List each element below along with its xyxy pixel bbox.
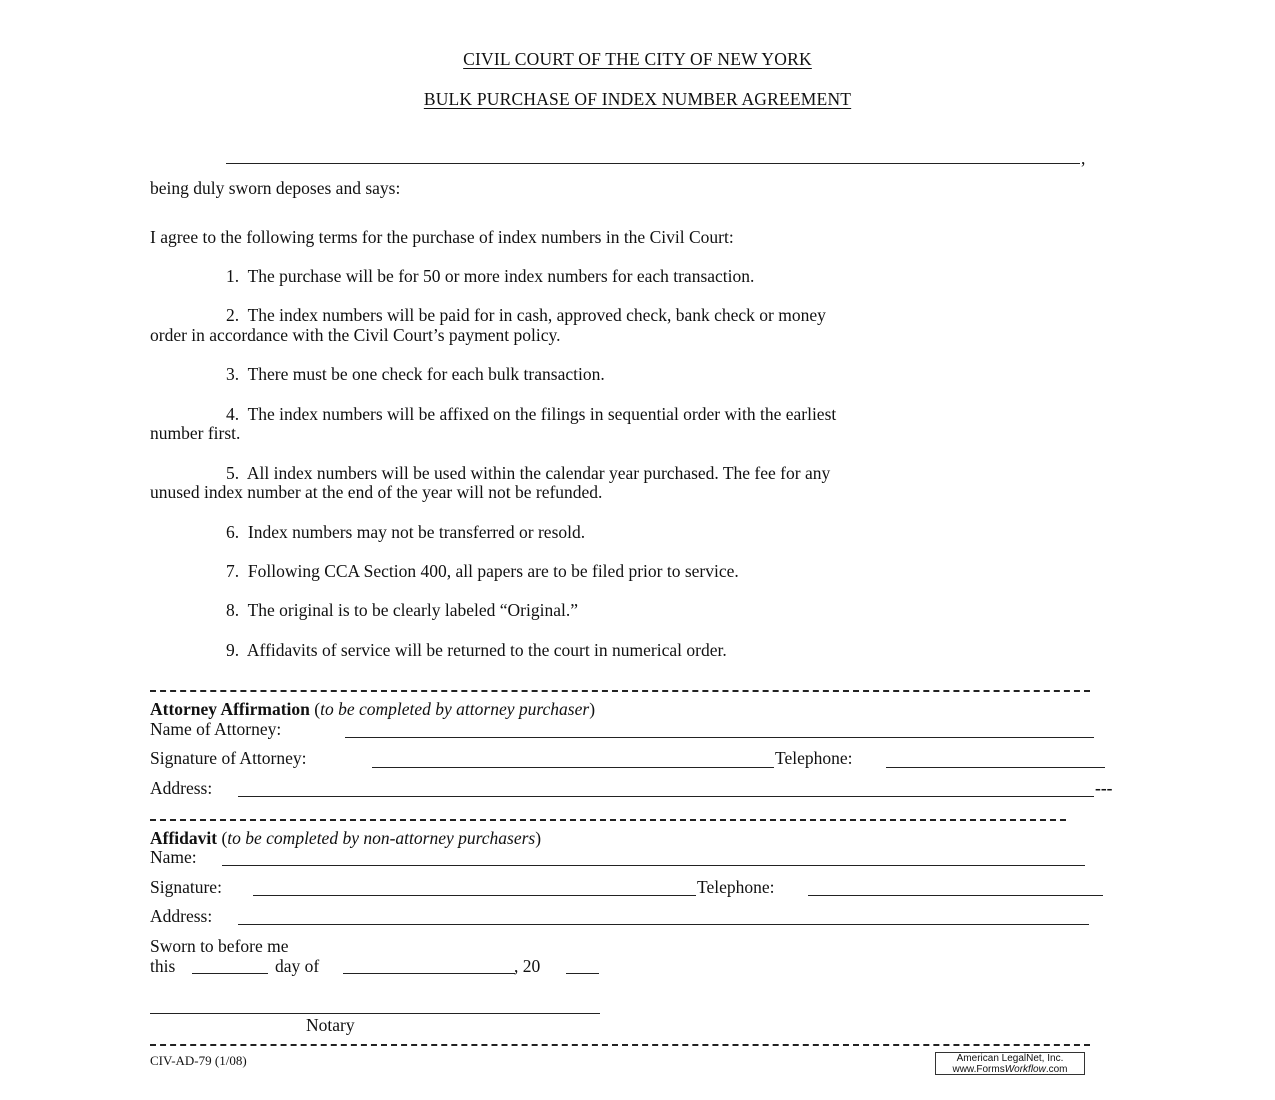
affidavit-telephone-field[interactable] <box>808 895 1103 896</box>
year-prefix: , 20 <box>514 956 541 976</box>
term-text: Index numbers may not be transferred or resold. <box>247 522 586 542</box>
attorney-address-field[interactable] <box>238 796 1094 797</box>
term-number: 7. <box>226 561 240 581</box>
term-number: 8. <box>226 600 240 620</box>
this-label: this <box>150 956 176 976</box>
publisher-url: www.FormsWorkflow.com <box>952 1063 1068 1075</box>
term-number: 6. <box>226 522 240 542</box>
sworn-statement: being duly sworn deposes and says: <box>150 178 401 198</box>
term-text: All index numbers will be used within the calendar year purchased. The fee for any <box>246 463 831 483</box>
affidavit-signature-label: Signature: <box>150 877 222 897</box>
form-code: CIV-AD-79 (1/08) <box>150 1053 247 1068</box>
term-text: The purchase will be for 50 or more index numbers for each transaction. <box>247 266 755 286</box>
affidavit-name-label: Name: <box>150 847 197 867</box>
term-text: The index numbers will be paid for in cash, approved check, bank check or money <box>247 305 826 325</box>
term-text: There must be one check for each bulk transaction. <box>247 364 605 384</box>
term-2 <box>226 305 826 326</box>
affidavit-note: to be completed by non-attorney purchasers <box>227 828 536 848</box>
day-of-label: day of <box>275 956 320 976</box>
attorney-section-heading <box>150 699 595 720</box>
affidavit-telephone-label: Telephone: <box>697 877 775 897</box>
attorney-signature-label: Signature of Attorney: <box>150 748 307 768</box>
paren-close: ) <box>589 699 596 719</box>
section-divider <box>150 690 1090 692</box>
attorney-name-label: Name of Attorney: <box>150 719 282 739</box>
affidavit-address-label: Address: <box>150 906 213 926</box>
term-6 <box>226 522 585 543</box>
term-number: 5. <box>226 463 240 483</box>
affidavit-address-field[interactable] <box>238 924 1089 925</box>
term-text: Affidavits of service will be returned to the court in numerical order. <box>246 640 727 660</box>
term-3 <box>226 364 605 385</box>
court-title: CIVIL COURT OF THE CITY OF NEW YORK <box>463 49 812 69</box>
notary-label: Notary <box>306 1015 355 1035</box>
term-text: The original is to be clearly labeled “Original.” <box>247 600 578 620</box>
paren-open: ( <box>221 828 228 848</box>
term-number: 2. <box>226 305 240 325</box>
deponent-name-field[interactable] <box>226 163 1080 164</box>
paren-open: ( <box>314 699 321 719</box>
section-divider <box>150 819 1066 821</box>
term-number: 9. <box>226 640 240 660</box>
notary-day-field[interactable] <box>192 973 268 974</box>
affidavit-heading: Affidavit <box>150 828 218 848</box>
attorney-heading: Attorney Affirmation <box>150 699 310 719</box>
term-number: 1. <box>226 266 240 286</box>
term-8 <box>226 600 578 621</box>
attorney-telephone-field[interactable] <box>886 767 1105 768</box>
agreement-lead: I agree to the following terms for the purchase of index numbers in the Civil Court: <box>150 227 734 247</box>
term-4-continued: number first. <box>150 423 241 443</box>
term-number: 4. <box>226 404 240 424</box>
name-line-comma: , <box>1081 148 1086 168</box>
paren-close: ) <box>535 828 542 848</box>
term-7 <box>226 561 739 582</box>
sworn-before-me: Sworn to before me <box>150 936 289 956</box>
publisher-logo <box>935 1052 1085 1075</box>
attorney-address-label: Address: <box>150 778 213 798</box>
form-title: BULK PURCHASE OF INDEX NUMBER AGREEMENT <box>423 89 852 109</box>
attorney-telephone-label: Telephone: <box>775 748 853 768</box>
term-9 <box>226 640 727 661</box>
notary-signature-field[interactable] <box>150 1013 600 1014</box>
term-2-continued: order in accordance with the Civil Court’s payment policy. <box>150 325 561 345</box>
publisher-name: American LegalNet, Inc. <box>956 1053 1064 1064</box>
term-4 <box>226 404 836 425</box>
address-trailing-dashes: --- <box>1095 778 1113 798</box>
term-text: The index numbers will be affixed on the filings in sequential order with the earliest <box>247 404 837 424</box>
footer-divider <box>150 1044 1090 1046</box>
affidavit-signature-field[interactable] <box>253 895 696 896</box>
term-5 <box>226 463 830 484</box>
term-text: Following CCA Section 400, all papers are to be filed prior to service. <box>247 561 739 581</box>
affidavit-name-field[interactable] <box>222 865 1085 866</box>
notary-year-field[interactable] <box>566 973 599 974</box>
term-number: 3. <box>226 364 240 384</box>
notary-month-field[interactable] <box>343 973 515 974</box>
term-5-continued: unused index number at the end of the year will not be refunded. <box>150 482 603 502</box>
attorney-note: to be completed by attorney purchaser <box>320 699 590 719</box>
attorney-name-field[interactable] <box>345 737 1094 738</box>
affidavit-section-heading <box>150 828 541 849</box>
attorney-signature-field[interactable] <box>372 767 774 768</box>
term-1 <box>226 266 754 287</box>
